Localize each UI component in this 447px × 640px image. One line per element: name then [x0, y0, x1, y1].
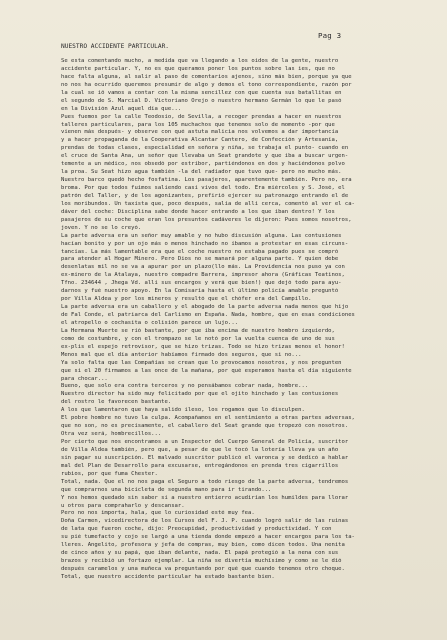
- text-line: lleres. Angelito, profesora y jefa de compras, muy bien, como dicen todos. Una nenita: [61, 542, 345, 549]
- text-line: accidente particular. Y, no es que queramos poner los puntos sobre las ies, que no: [61, 65, 335, 72]
- text-line: El pobre hombre no tuvo la culpa. Acompañamos en el sentimiento a otras partes adversas,: [61, 415, 355, 422]
- text-line: Pero no nos importa, hala, que lo curiosidad esté muy fea.: [61, 510, 255, 517]
- text-line: hacían bonito y por un ojo más o menos hinchado no íbamos a protestar en esas circuns-: [61, 240, 349, 247]
- text-line: temente a un médico, nos obsedó por estribor, partiéndonos en dos y haciéndonos polvo: [61, 161, 345, 168]
- text-line: La parte adversa era un señor muy amable y no hubo discusión alguna. Las contusiones: [61, 232, 342, 239]
- text-line: ex-plis el espejo retrovisor, que se hizo trizas. Todo se hizo trizas menos el honor!: [61, 343, 345, 350]
- text-line: Se esta comentando mucho, a medida que va llegando a los oidos de la gente, nuestro: [61, 58, 339, 64]
- text-line: Nuestro director ha sido muy felicitado por que el ojito hinchado y las contusiones: [61, 391, 339, 398]
- paragraph: [61, 233, 401, 304]
- text-line: y a hacer propaganda de la Cooperativa Alcantar Cantero, de Confección y Artesanía,: [61, 137, 339, 144]
- paragraph: [61, 479, 401, 519]
- text-line: darnos y fué nuestro apoyo. En la Comisaría hasta el último policía amable preguntó: [61, 288, 339, 295]
- text-line: no nos ha ocurrido queremos presumir de algo y demos el tono correspondiente, razón por: [61, 81, 352, 88]
- text-line: de lata que fueron coche, dijo: Preocupidad, productividad y productividad. Y con: [61, 526, 332, 533]
- text-line: Doña Carmen, vicedirectora de los Cursos del F. J. P. cuando logró salir de las ruinas: [61, 518, 349, 525]
- text-line: desenlatas mil no se va a apurar por un plazo(llo más. La Providencia nos puso ya con: [61, 264, 345, 271]
- paragraph: [61, 304, 401, 328]
- paragraph: [61, 58, 401, 114]
- text-line: u otros para compraharlo y descansar.: [61, 502, 185, 509]
- text-line: vienen más después- y observe con qué astuta malicia nos volvemos a dar importancia: [61, 129, 339, 136]
- text-line: después caramelos y una muñeca va preguntando por qué que cuando tenemos otro choque.: [61, 566, 345, 572]
- text-line: A los que lamentaron que haya salido ileso, los rogamos que lo disculpen.: [61, 407, 305, 414]
- paragraph: [61, 439, 401, 479]
- text-line: Otra vez será, hombrecillos...: [61, 431, 162, 438]
- text-line: Por cierto que nos encontramos a un Inspector del Cuerpo General de Policía, suscritor: [61, 439, 349, 445]
- text-line: dáver del coche: Disciplina sabe donde hacer entrando a los que iban dentro! Y los: [61, 208, 335, 215]
- text-line: para atender al Hogar Minero. Pero Dios no se manará por alguna parte. Y quien debe: [61, 256, 339, 263]
- text-line: el cruce de Santa Ana, un señor que llevaba un Seat grandote y que iba a buscar urgen-: [61, 153, 349, 160]
- text-line: Bueno, que solo era contra terceros y no pensábamos cobrar nada, hombre...: [61, 383, 309, 390]
- text-line: Ya solo falta que las Compañías se crean que lo provocamos nosotros, y nos pregunten: [61, 359, 342, 366]
- paragraph: [61, 391, 401, 439]
- text-line: la proa. Su Seat hizo agua también -la del radiador que tuvo que- pero no mucho más.: [61, 169, 342, 176]
- text-line: Y nos hemos quedado sin saber si a nuestro entierro acudirían los humildes para llorar: [61, 494, 349, 501]
- text-line: su pié tumefacto y cojo se largó a una tienda donde empezó a hacer encargos para los ta-: [61, 534, 355, 541]
- text-line: Tfno. 234644 , Jhega Vd. allí sus encargos y verá que bien!) que dejó todo para ayu-: [61, 280, 342, 287]
- text-line: Menos mal que el día anterior habíamos firmado dos seguros, que si no...: [61, 351, 302, 358]
- text-line: que comprarnos una bicicleta de segunda mano para ir tirando...: [61, 486, 272, 493]
- text-line: ex-minero de la Atalaya, nuestro compadre Barrera, impresor ahora (Gráficas Teatinos,: [61, 272, 345, 279]
- text-line: rubios, por que fuma Chester.: [61, 470, 158, 477]
- text-line: tancias. La más lamentable era que el coche nuestro no estaba pagado pues se compró: [61, 248, 339, 255]
- text-line: mal del Plan de Desarrollo para excusarse, entregándonos en prenda tres cigarrillos: [61, 462, 339, 469]
- text-line: Total, nada. Que el no nos paga el Seguro a todo riesgo de la parte adversa, tendremos: [61, 478, 349, 485]
- text-line: patrón del Taller, y de los agonizantes, prefirió ejercer su patronazgo entrando el de: [61, 192, 349, 199]
- text-line: Nuestro barco quedó hecho fosfatina. Los pasajeros, aparentemente también. Pero no, era: [61, 177, 352, 184]
- text-line: para chocar...: [61, 375, 108, 382]
- text-line: sin pagar su suscripción. El malvado suscritor publicó el varonca y se dedicó a hablar: [61, 454, 349, 461]
- text-line: en la División Azul aquel día que...: [61, 105, 182, 112]
- paragraph: [61, 328, 401, 392]
- page-number: Pag 3: [318, 31, 342, 40]
- text-line: que si el 20 firmamos a las once de la mañana, por qué esperamos hasta el día siguiente: [61, 367, 352, 374]
- text-line: de cinco años y su papá, que iban delante, nada. El papá protegió a la nena con sus: [61, 550, 339, 557]
- text-line: como de costumbre, y con el trompazo se le notó por la vuelta cuenca de uno de sus: [61, 335, 335, 342]
- paragraph: [61, 114, 401, 233]
- article-title: NUESTRO ACCIDENTE PARTICULAR.: [61, 43, 170, 50]
- paragraph: [61, 518, 401, 582]
- text-line: de Villa Aldea también, pero que, a pesar de que le tocó la lotería lleva ya un año: [61, 446, 339, 453]
- text-line: por Villa Aldea y por los mineros y resultó que el chófer era del Campillo.: [61, 296, 312, 303]
- text-line: el atropello o cochasita o colisión parece un lujo...: [61, 319, 238, 326]
- text-line: Total, que nuestro accidente particular ha estado bastante bien.: [61, 573, 275, 580]
- text-line: que no son, no es precisamente, el caballero del Seat grande que tropezó con nosotros.: [61, 423, 349, 430]
- text-line: brazos y recibió un fortazo ejemplar. La niña se divertía muchísimo y como se le dió: [61, 558, 342, 565]
- text-line: La Hermana Muerte se rió bastante, por que iba encima de nuestro hombro izquierdo,: [61, 327, 335, 334]
- text-line: del rostro le favorecen bastante.: [61, 399, 172, 406]
- text-line: Pues fuemos por la calle Teodosio, de Sevilla, a recoger prendas a hacer en nuestros: [61, 113, 342, 120]
- text-line: los moribundos. Un taxista que, poco después, salía de allí cerca, comentó al ver el ca-: [61, 200, 355, 207]
- text-line: broma. Por que todos fuimos saliendo casi vivos del todo. Era miércoles y S. José, el: [61, 185, 345, 191]
- text-line: el segundo de S. Marcial D. Victoriano Orejo o nuestro hermano Germán lo que le pasó: [61, 97, 342, 104]
- text-line: joven. Y no se lo creyó.: [61, 224, 142, 231]
- text-line: de Fal Conde, el patriarca del Carlismo en España. Nada, hombre, que en esas condiciones: [61, 312, 355, 318]
- text-line: pasajeros de su coche que eran los presuntos cadáveres le dijeron: Pues somos nosotros,: [61, 216, 352, 223]
- text-line: talleres particulares, para los 105 muchachos que tenemos solo de momento -por que: [61, 121, 335, 128]
- text-line: hace falta alguna, al salir al paso de comentarios ajenos, sino más bien, porque ya que: [61, 73, 352, 80]
- article-body: [61, 58, 401, 582]
- text-line: la cual se iô vamos a contar con la misma sencillez con que cuenta sus batallitas en: [61, 89, 342, 96]
- text-line: prendas de todas clases, especialidad en señora y niña, se trabaja el punto- cuando en: [61, 145, 349, 152]
- text-line: La parte adversa era un caballero y el abogado de la parte adversa nada menos que hijo: [61, 304, 349, 311]
